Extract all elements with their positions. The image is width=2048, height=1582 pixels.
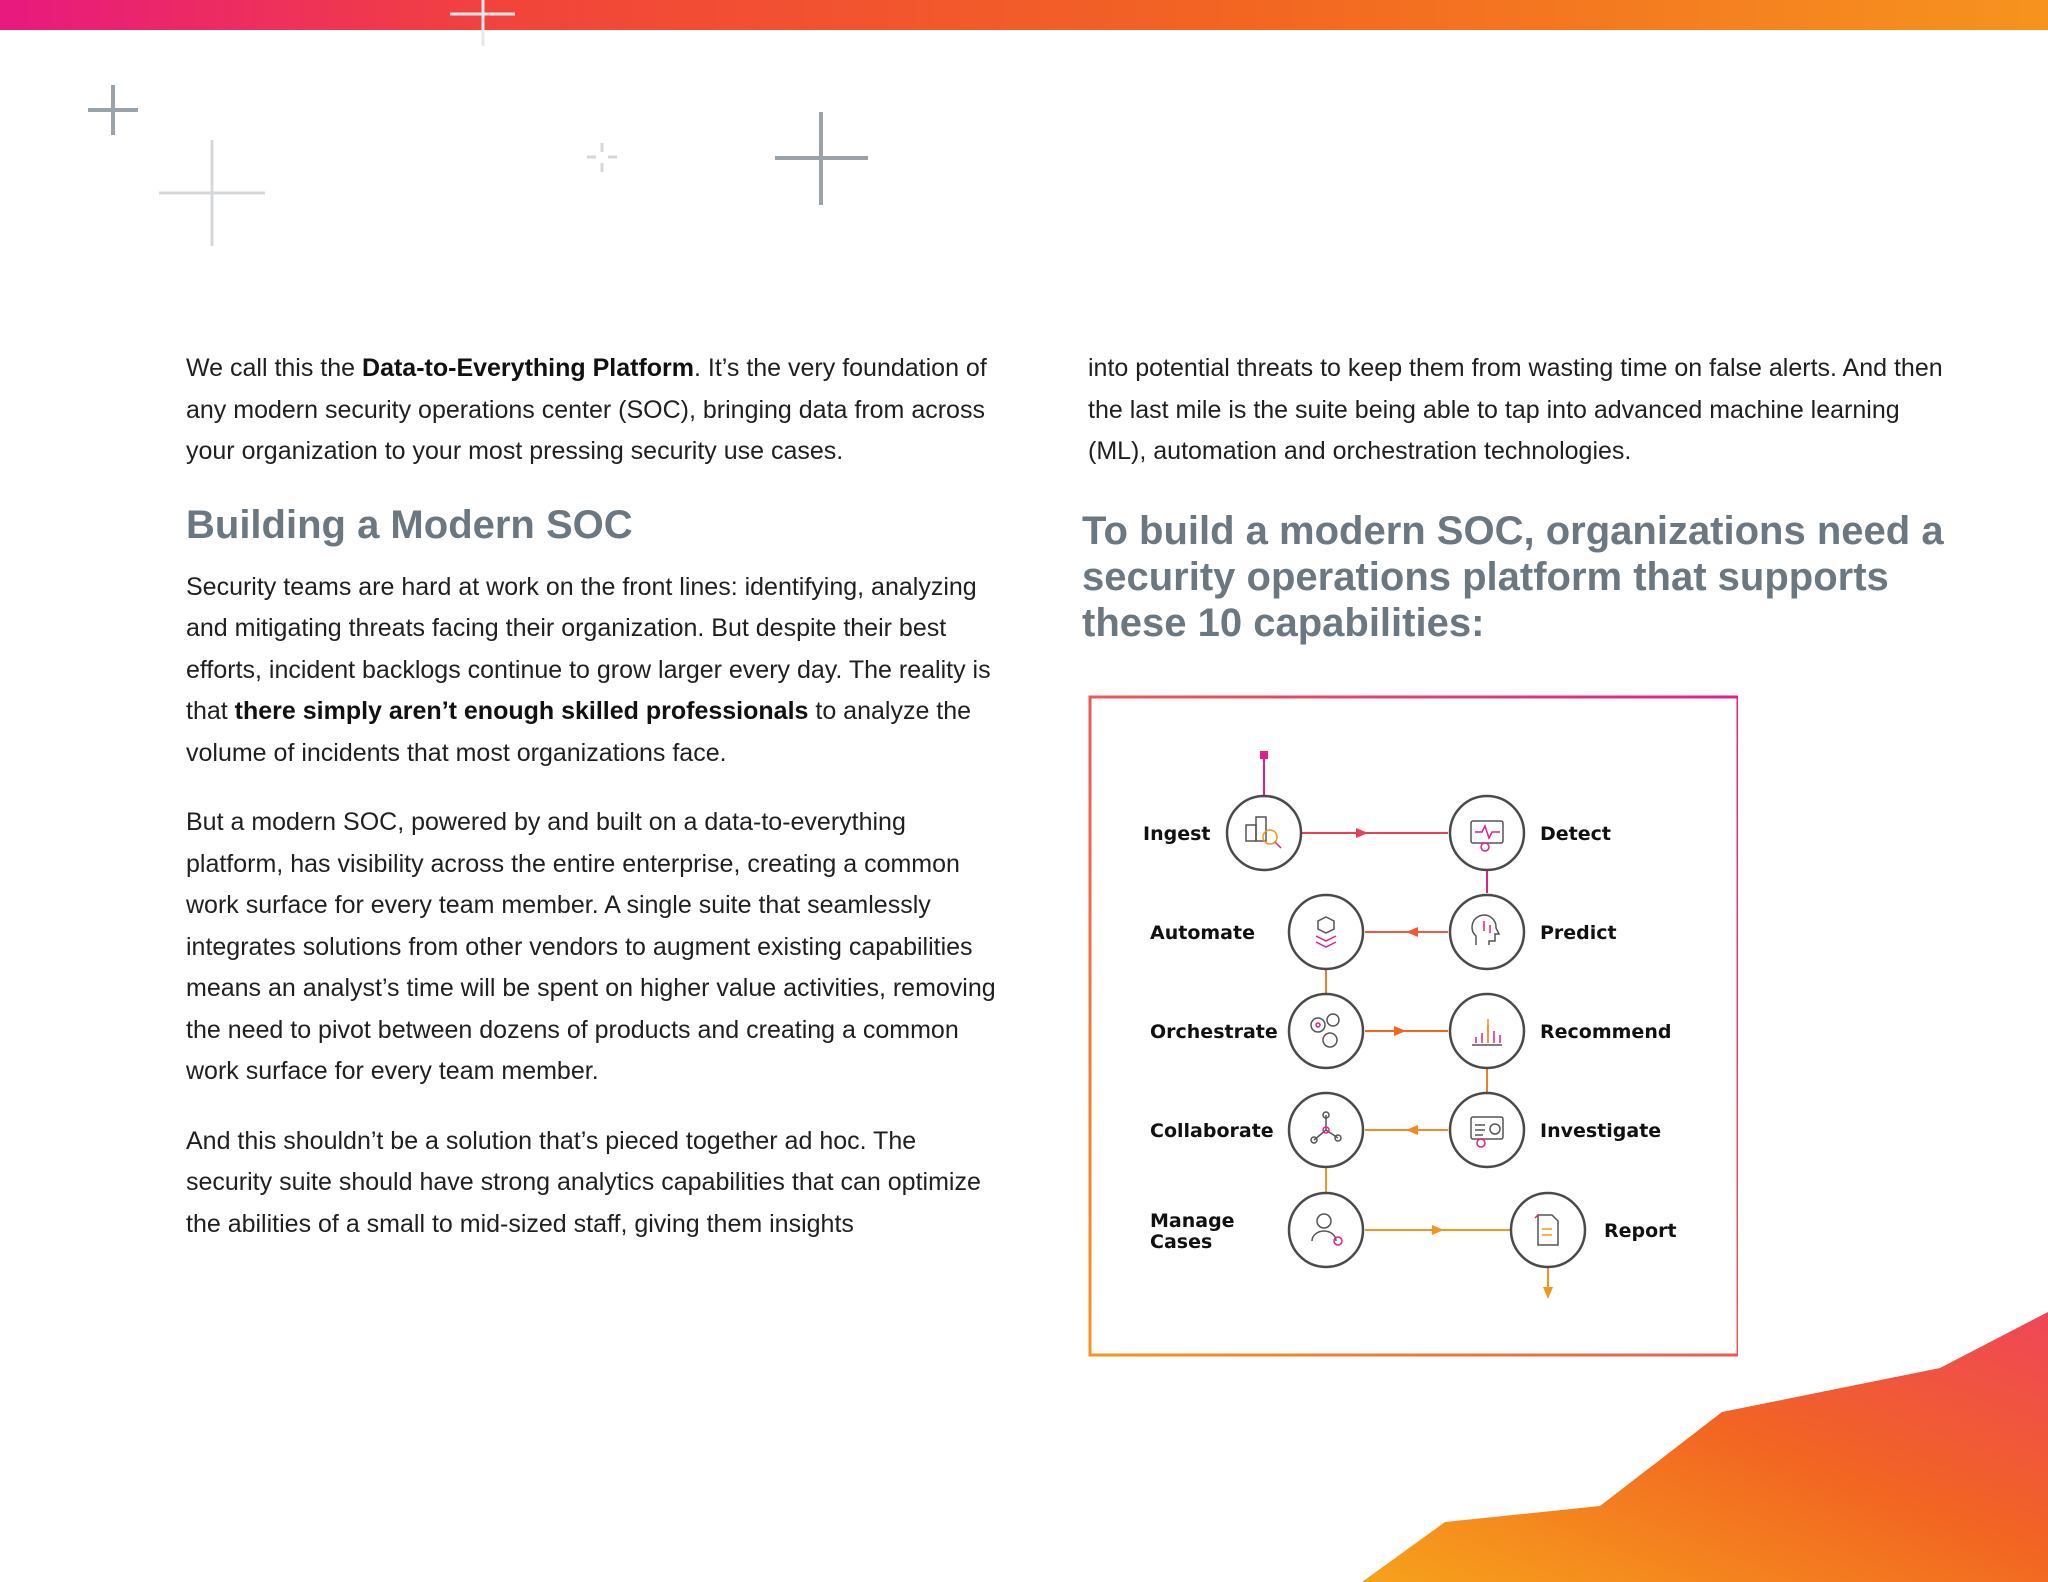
report-label: Report bbox=[1604, 1220, 1677, 1242]
intro-paragraph: We call this the Data-to-Everything Platform. It’s the very foundation of any modern security operations center (SOC), bringing data from across your organization to your most pressing security use cases. bbox=[186, 354, 987, 465]
collaborate-label: Collaborate bbox=[1150, 1120, 1274, 1142]
orchestrate-label: Orchestrate bbox=[1150, 1021, 1278, 1043]
capabilities-heading: To build a modern SOC, organizations need a security operations platform that supports these 10 capabilities: bbox=[1082, 509, 1944, 645]
orchestrate-node bbox=[1289, 994, 1363, 1068]
body-paragraph: into potential threats to keep them from wasting time on false alerts. And then the last mile is the suite being able to tap into advanced machine learning (ML), automation and orchestration technologies. bbox=[1088, 354, 1943, 465]
right-column bbox=[1088, 348, 1958, 501]
predict-label: Predict bbox=[1540, 922, 1617, 944]
automate-label: Automate bbox=[1150, 922, 1255, 944]
manage-cases-label: Manage bbox=[1150, 1210, 1235, 1232]
manage-cases-node bbox=[1289, 1193, 1363, 1267]
section-heading: Building a Modern SOC bbox=[186, 502, 633, 547]
investigate-node bbox=[1450, 1093, 1524, 1167]
body-paragraph: Security teams are hard at work on the front lines: identifying, analyzing and mitigating threats facing their organization. But despite their best efforts, incident backlogs continue to grow larger every day. The reality is that there simply aren’t enough skilled professionals to analyze the volume of incidents that most organizations face. bbox=[186, 572, 991, 767]
recommend-node bbox=[1450, 994, 1524, 1068]
platform-name: Data-to-Everything Platform bbox=[362, 354, 694, 382]
capabilities-diagram bbox=[1088, 695, 1738, 1357]
investigate-label: Investigate bbox=[1540, 1120, 1662, 1142]
body-paragraph: And this shouldn’t be a solution that’s pieced together ad hoc. The security suite should have strong analytics capabilities that can optimize the abilities of a small to mid-sized staff, giving them insights bbox=[186, 1126, 981, 1238]
predict-node bbox=[1450, 895, 1524, 969]
left-column bbox=[186, 348, 1006, 1273]
body-paragraph: But a modern SOC, powered by and built on a data-to-everything platform, has visibility across the entire enterprise, creating a common work surface for every team member. A single suite that seamlessly integrates solutions from other vendors to augment existing capabilities means an analyst’s time will be spent on higher value activities, removing the need to pivot between dozens of products and creating a common work surface for every team member. bbox=[186, 808, 996, 1085]
report-node bbox=[1511, 1193, 1585, 1267]
automate-node bbox=[1289, 895, 1363, 969]
detect-label: Detect bbox=[1540, 823, 1611, 845]
manage-cases-label-line2: Cases bbox=[1150, 1231, 1213, 1253]
decorative-plus-marks bbox=[0, 0, 2048, 260]
recommend-label: Recommend bbox=[1540, 1021, 1672, 1043]
ingest-label: Ingest bbox=[1143, 823, 1211, 845]
